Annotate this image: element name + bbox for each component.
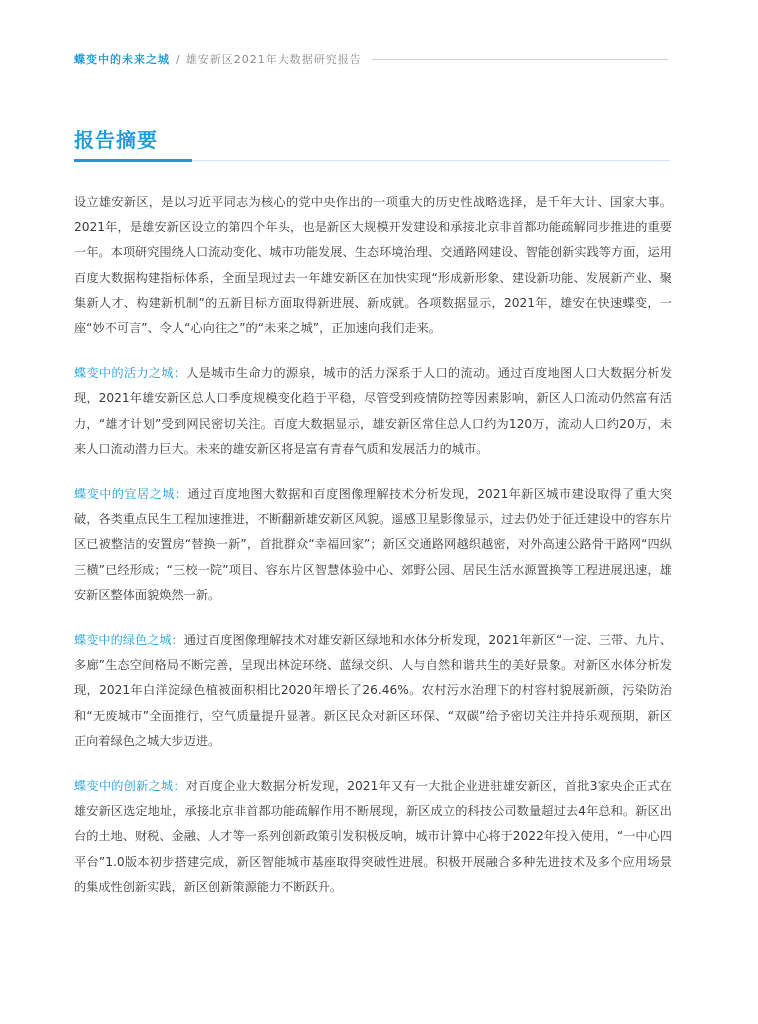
paragraph-text: 通过百度地图大数据和百度图像理解技术分析发现，2021年新区城市建设取得了重大突破，各类重点民生工程加速推进，不断翻新雄安新区风貌。遥感卫星影像显示，过去仍处于征迁建设中的容东片区已被整洁的安置房“替换一新”，首批群众“幸福回家”；新区交通路网越织越密，对外高速公路骨干路网“四纵三横”已经形成；“三校一院”项目、容东片区智慧体验中心、郊野公园、居民生活水源置换等工程进展迅速，雄安新区整体面貌焕然一新。 — [74, 487, 672, 602]
paragraph-lead: 蝶变中的绿色之城： — [74, 633, 184, 648]
header-rule — [372, 59, 668, 60]
paragraph-text: 对百度企业大数据分析发现，2021年又有一大批企业进驻雄安新区，首批3家央企正式在雄安新区选定地址，承接北京非首都功能疏解作用不断展现，新区成立的科技公司数量超过去4年总和。新区出台的土地、财税、金融、人才等一系列创新政策引发积极反响，城市计算中心将于2022年投入使用，“一中心四平台”1.0版本初步搭建完成，新区智能城市基座取得突破性进展。积极开展融合多种先进技术及多个应用场景的集成性创新实践，新区创新策源能力不断跃升。 — [74, 779, 672, 894]
paragraph-lead: 蝶变中的宜居之城： — [74, 487, 188, 502]
paragraph-lead: 蝶变中的活力之城： — [74, 366, 187, 381]
report-name: 雄安新区2021年大数据研究报告 — [185, 53, 362, 66]
running-header — [74, 51, 668, 67]
section-title: 报告摘要 — [74, 128, 158, 152]
green-paragraph — [74, 628, 672, 754]
running-title: 蝶变中的未来之城 — [74, 53, 170, 66]
header-separator: / — [176, 52, 180, 66]
summary-body — [74, 190, 672, 920]
paragraph-text: 通过百度图像理解技术对雄安新区绿地和水体分析发现，2021年新区“一淀、三带、九片、多廊”生态空间格局不断完善，呈现出林淀环绕、蓝绿交织、人与自然和谐共生的美好景象。对新区水体分析发现，2021年白洋淀绿色植被面积相比2020年增长了26.46%。农村污水治理下的村容村貌展新颜，污染防治和“无废城市”全面推行，空气质量提升显著。新区民众对新区环保、“双碳”给予密切关注并持乐观预期，新区正向着绿色之城大步迈进。 — [74, 633, 672, 748]
intro-paragraph: 设立雄安新区，是以习近平同志为核心的党中央作出的一项重大的历史性战略选择，是千年大计、国家大事。2021年，是雄安新区设立的第四个年头，也是新区大规模开发建设和承接北京非首都功能疏解同步推进的重要一年。本项研究围绕人口流动变化、城市功能发展、生态环境治理、交通路网建设、智能创新实践等方面，运用百度大数据构建指标体系，全面呈现过去一年雄安新区在加快实现“形成新形象、建设新功能、发展新产业、聚集新人才、构建新机制”的五新目标方面取得新进展、新成就。各项数据显示，2021年，雄安在快速蝶变，一座“妙不可言”、令人“心向往之”的“未来之城”，正加速向我们走来。 — [74, 195, 672, 336]
innovation-paragraph — [74, 774, 672, 900]
title-accent-bar — [74, 159, 192, 162]
vitality-paragraph — [74, 361, 672, 462]
paragraph-text: 人是城市生命力的源泉，城市的活力深系于人口的流动。通过百度地图人口大数据分析发现，2021年雄安新区总人口季度规模变化趋于平稳，尽管受到疫情防控等因素影响，新区人口流动仍然富有活力，“雄才计划”受到网民密切关注。百度大数据显示，雄安新区常住总人口约为120万，流动人口约20万，未来人口流动潜力巨大。未来的雄安新区将是富有青春气质和发展活力的城市。 — [74, 366, 673, 456]
livable-paragraph — [74, 482, 672, 608]
paragraph-lead: 蝶变中的创新之城： — [74, 779, 186, 794]
